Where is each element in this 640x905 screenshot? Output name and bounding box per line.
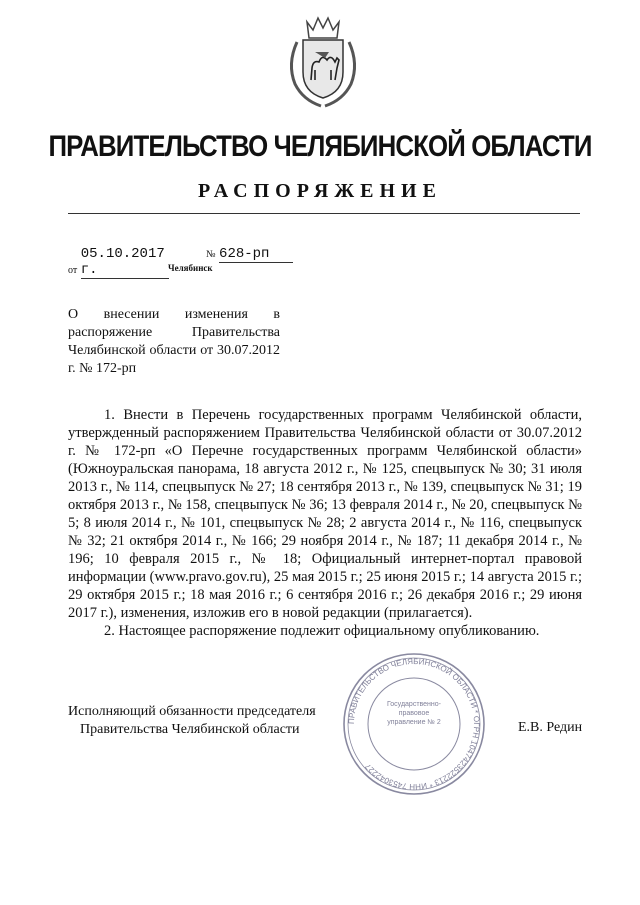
document-type: РАСПОРЯЖЕНИЕ	[198, 180, 442, 202]
paragraph-2: 2. Настоящее распоряжение подлежит официальному опубликованию.	[104, 623, 540, 639]
position-line-2: Правительства Челябинской области	[80, 722, 300, 737]
document-subject: О внесении изменения в распоряжение Правительства Челябинской области от 30.07.2012 г. № 172-рп	[68, 307, 280, 376]
number-prefix: №	[206, 249, 216, 260]
official-seal-stamp	[340, 650, 488, 798]
organization-title: ПРАВИТЕЛЬСТВО ЧЕЛЯБИНСКОЙ ОБЛАСТИ	[48, 130, 592, 163]
stamp-outer-text: ПРАВИТЕЛЬСТВО ЧЕЛЯБИНСКОЙ ОБЛАСТИ * ОГРН 1047423522213 * ИНН 7453042227	[346, 656, 482, 792]
number-line	[206, 246, 293, 263]
signatory-position	[68, 703, 358, 739]
city: Челябинск	[168, 263, 213, 273]
document-number: 628-рп	[219, 246, 293, 263]
paragraph-1: 1. Внести в Перечень государственных программ Челябинской области, утвержденный распоряжением Правительства Челябинской области от 30.07.2012 г. № 172-рп «О Перечне государственных программ Челябинской области» (Южноуральская панорама, 18 августа 2012 г., № 125, спецвыпуск № 30; 31 июля 2013 г., № 114, спецвыпуск № 27; 18 сентября 2013 г., № 139, спецвыпуск № 31; 19 октября 2013 г., № 158, спецвыпуск № 36; 13 февраля 2014 г., № 20, спецвыпуск № 5; 8 июля 2014 г., № 101, спецвыпуск № 28; 2 августа 2014 г., № 116, спецвыпуск № 32; 21 октября 2014 г., № 166; 29 ноября 2014 г., № 187; 11 декабря 2014 г., № 196; 10 февраля 2015 г., № 18; Официальный интернет-портал правовой информации (www.pravo.gov.ru), 25 мая 2015 г.; 25 июня 2015 г.; 14 августа 2015 г.; 29 октября 2015 г.; 18 мая 2016 г.; 6 сентября 2016 г.; 26 декабря 2016 г.; 29 июня 2017 г.), изменения, изложив его в новой редакции (прилагается).	[68, 407, 582, 621]
stamp-inner-text: Государственно-правовое управление № 2	[386, 701, 442, 726]
document-date: 05.10.2017 г.	[81, 246, 169, 279]
date-line	[68, 246, 169, 279]
header-divider	[68, 213, 580, 214]
document-body	[68, 406, 582, 640]
signatory-name: Е.В. Редин	[518, 720, 583, 735]
position-line-1: Исполняющий обязанности председателя	[68, 704, 316, 719]
date-prefix: от	[68, 265, 78, 276]
coat-of-arms-icon	[285, 14, 361, 110]
